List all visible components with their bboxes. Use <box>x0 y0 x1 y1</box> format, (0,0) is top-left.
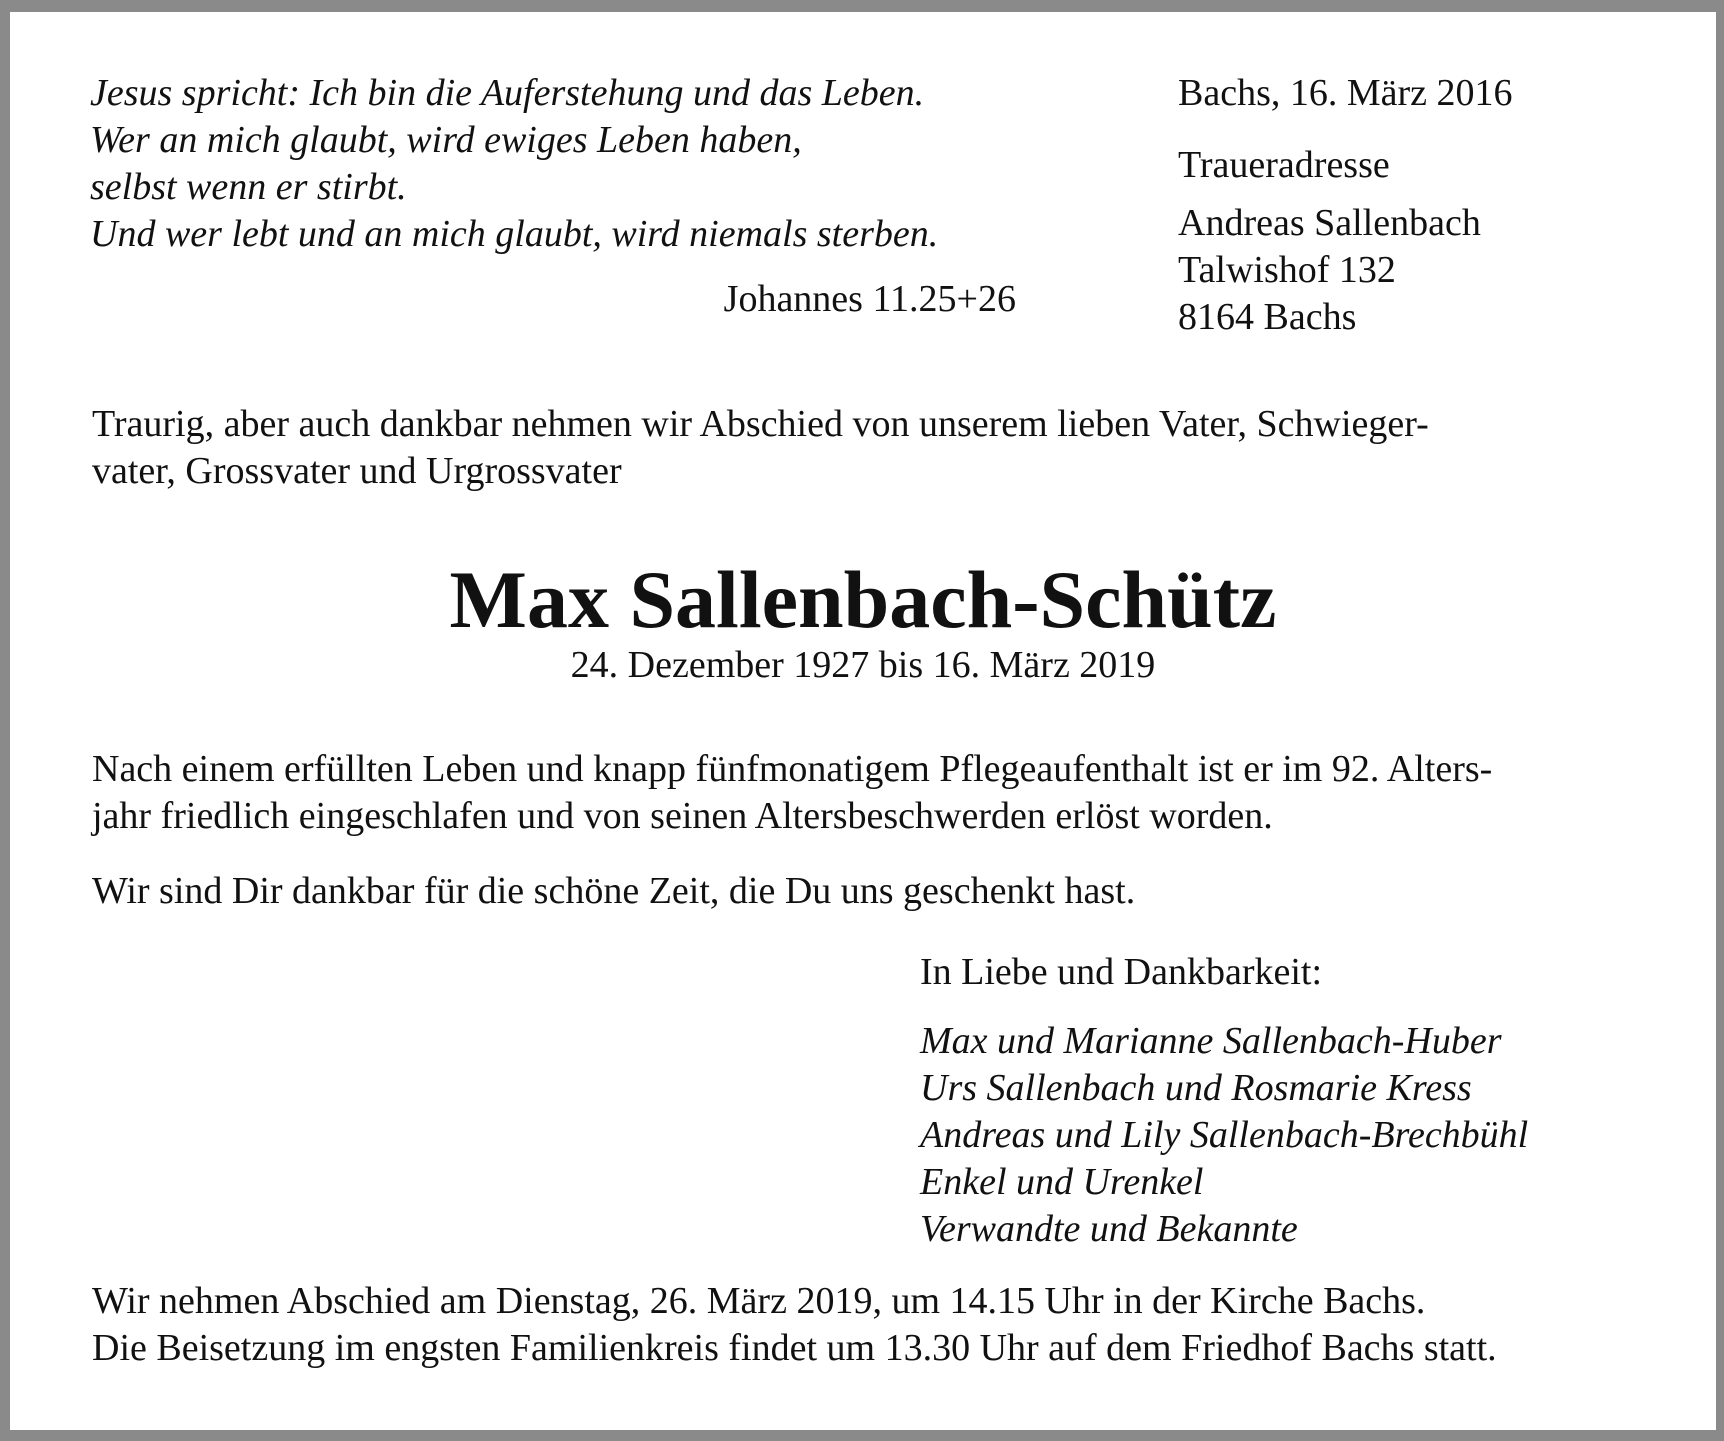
verse-line: Und wer lebt und an mich glaubt, wird niemals sterben. <box>90 213 939 255</box>
intro-line: Traurig, aber auch dankbar nehmen wir Abschied von unserem lieben Vater, Schwieger- <box>92 403 1429 445</box>
body-line: jahr friedlich eingeschlafen und von seinen Altersbeschwerden erlöst worden. <box>92 795 1273 837</box>
family-member: Urs Sallenbach und Rosmarie Kress <box>920 1067 1472 1109</box>
intro-text <box>92 401 1429 495</box>
address-line: Andreas Sallenbach <box>1178 202 1481 244</box>
address-line: 8164 Bachs <box>1178 296 1357 338</box>
closing-phrase: In Liebe und Dankbarkeit: <box>920 951 1323 993</box>
gratitude-paragraph: Wir sind Dir dankbar für die schöne Zeit, die Du uns geschenkt hast. <box>92 870 1136 912</box>
place-date: Bachs, 16. März 2016 <box>1178 72 1513 114</box>
verse-line: Jesus spricht: Ich bin die Auferstehung und das Leben. <box>90 72 925 114</box>
family-member: Verwandte und Bekannte <box>920 1208 1298 1250</box>
intro-line: vater, Grossvater und Urgrossvater <box>92 450 622 492</box>
verse-reference: Johannes 11.25+26 <box>723 278 1016 320</box>
family-list <box>920 1018 1528 1253</box>
family-member: Max und Marianne Sallenbach-Huber <box>920 1020 1502 1062</box>
body-paragraph <box>92 746 1492 840</box>
address-line: Talwishof 132 <box>1178 249 1396 291</box>
obituary-page <box>10 12 1716 1430</box>
farewell-info <box>92 1278 1497 1372</box>
bible-verse <box>90 70 938 258</box>
family-member: Andreas und Lily Sallenbach-Brechbühl <box>920 1114 1529 1156</box>
family-member: Enkel und Urenkel <box>920 1161 1204 1203</box>
body-line: Nach einem erfüllten Leben und knapp fünfmonatigem Pflegeaufenthalt ist er im 92. Alters- <box>92 748 1493 790</box>
life-dates: 24. Dezember 1927 bis 16. März 2019 <box>570 644 1156 686</box>
deceased-name: Max Sallenbach-Schütz <box>449 554 1277 645</box>
address-label: Traueradresse <box>1178 144 1390 186</box>
farewell-line: Die Beisetzung im engsten Familienkreis findet um 13.30 Uhr auf dem Friedhof Bachs statt. <box>92 1327 1497 1369</box>
farewell-line: Wir nehmen Abschied am Dienstag, 26. März 2019, um 14.15 Uhr in der Kirche Bachs. <box>92 1280 1426 1322</box>
verse-line: selbst wenn er stirbt. <box>90 166 407 208</box>
verse-line: Wer an mich glaubt, wird ewiges Leben haben, <box>90 119 802 161</box>
mourning-address <box>1178 200 1481 341</box>
